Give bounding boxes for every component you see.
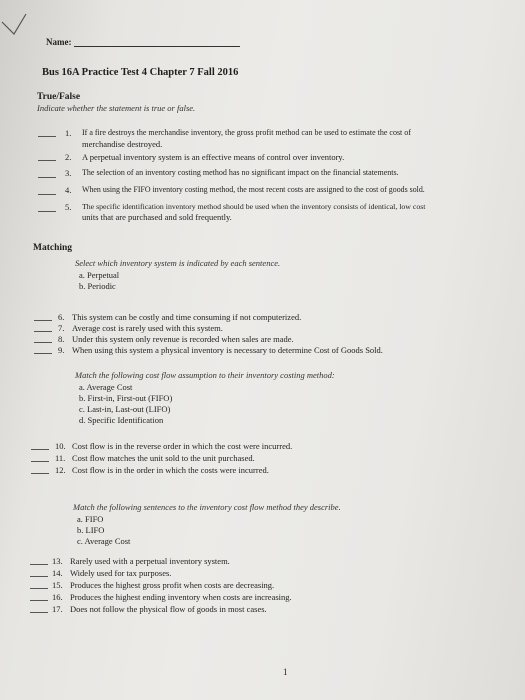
question-text: When using this system a physical inventory is necessary to determine Cost of Goods Sold. — [72, 345, 383, 355]
question-number: 13. — [52, 556, 63, 566]
answer-blank — [38, 194, 56, 195]
option: c. Last-in, Last-out (LIFO) — [79, 404, 171, 414]
answer-blank — [31, 473, 49, 474]
name-line — [74, 46, 240, 47]
answer-blank — [31, 461, 49, 462]
option: b. LIFO — [77, 525, 105, 535]
group-instruction: Match the following cost flow assumption to their inventory costing method: — [75, 370, 335, 380]
question-text: Rarely used with a perpetual inventory system. — [70, 556, 230, 566]
option: a. FIFO — [77, 514, 104, 524]
question-text: This system can be costly and time consuming if not computerized. — [72, 312, 302, 322]
question-number: 12. — [55, 465, 66, 475]
question-number: 16. — [52, 592, 63, 602]
page-number: 1 — [283, 667, 288, 677]
answer-blank — [31, 449, 49, 450]
question-number: 17. — [52, 604, 63, 614]
question-number: 2. — [65, 152, 72, 162]
question-number: 4. — [65, 185, 72, 195]
option: b. First-in, First-out (FIFO) — [79, 393, 173, 403]
answer-blank — [30, 564, 48, 565]
question-text: Produces the highest gross profit when costs are decreasing. — [70, 580, 275, 590]
tf-heading: True/False — [37, 92, 81, 102]
question-text: Under this system only revenue is recorded when sales are made. — [72, 334, 294, 344]
question-number: 11. — [55, 453, 66, 463]
question-number: 15. — [52, 580, 63, 590]
option: a. Average Cost — [79, 382, 133, 392]
question-number: 10. — [55, 441, 66, 451]
question-text: Cost flow is in the order in which the costs were incurred. — [72, 465, 269, 475]
answer-blank — [38, 211, 56, 212]
option: b. Periodic — [79, 281, 116, 291]
answer-blank — [30, 612, 48, 613]
question-text: Widely used for tax purposes. — [70, 568, 172, 578]
question-text: The specific identification inventory method should be used when the inventory consists of identical, low cost — [82, 202, 426, 211]
question-number: 14. — [52, 568, 63, 578]
question-text: Produces the highest ending inventory when costs are increasing. — [70, 592, 292, 602]
group-instruction: Match the following sentences to the inventory cost flow method they describe. — [73, 502, 341, 512]
tf-instruction: Indicate whether the statement is true or false. — [37, 103, 196, 113]
page-title: Bus 16A Practice Test 4 Chapter 7 Fall 2016 — [42, 67, 239, 78]
answer-blank — [30, 588, 48, 589]
answer-blank — [30, 576, 48, 577]
question-text: Cost flow matches the unit sold to the unit purchased. — [72, 453, 255, 463]
question-text-cont: merchandise destroyed. — [82, 139, 163, 149]
question-number: 1. — [65, 128, 72, 138]
answer-blank — [34, 342, 52, 343]
answer-blank — [38, 177, 56, 178]
answer-blank — [34, 331, 52, 332]
question-number: 7. — [58, 323, 65, 333]
option: d. Specific Identification — [79, 415, 164, 425]
question-number: 3. — [65, 168, 72, 178]
group-instruction: Select which inventory system is indicated by each sentence. — [75, 258, 281, 268]
question-text-cont: units that are purchased and sold frequently. — [82, 212, 232, 222]
question-text: Does not follow the physical flow of goods in most cases. — [70, 604, 267, 614]
option: a. Perpetual — [79, 270, 120, 280]
question-number: 9. — [58, 345, 65, 355]
question-text: When using the FIFO inventory costing method, the most recent costs are assigned to the cost of goods sold. — [82, 185, 425, 194]
answer-blank — [34, 353, 52, 354]
answer-blank — [38, 160, 56, 161]
answer-blank — [30, 600, 48, 601]
answer-blank — [38, 136, 56, 137]
question-number: 8. — [58, 334, 65, 344]
question-text: If a fire destroys the merchandise inventory, the gross profit method can be used to estimate the cost of — [82, 128, 411, 137]
answer-blank — [34, 320, 52, 321]
question-text: Cost flow is in the reverse order in which the cost were incurred. — [72, 441, 293, 451]
question-text: A perpetual inventory system is an effective means of control over inventory. — [82, 152, 345, 162]
question-number: 5. — [65, 202, 72, 212]
question-text: The selection of an inventory costing method has no significant impact on the financial statements. — [82, 168, 399, 177]
question-number: 6. — [58, 312, 65, 322]
matching-heading: Matching — [33, 243, 73, 253]
name-label: Name: — [46, 37, 72, 47]
question-text: Average cost is rarely used with this system. — [72, 323, 223, 333]
option: c. Average Cost — [77, 536, 131, 546]
